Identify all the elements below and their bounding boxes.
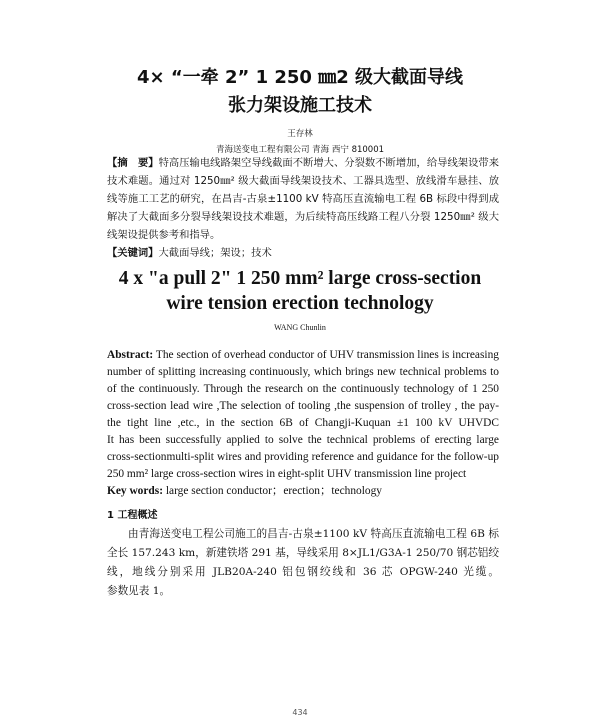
abstract-line: number of splitting increasing continuously, which brings new technical problems to: [107, 366, 499, 378]
body-line: 线，地线分别采用 JLB20A-240 铝包钢绞线和 36 芯 OPGW-240 光缆。: [107, 566, 499, 578]
body-line: 参数见表 1。: [107, 585, 171, 597]
english-title-line-1: 4 x "a pull 2" 1 250 mm² large cross-section: [118, 268, 482, 289]
chinese-title-line-2: 张力架设施工技术: [228, 95, 372, 116]
keywords: large section conductor；erection；technology: [165, 485, 382, 497]
body-line: 全长 157.243 km，新建铁塔 291 基，导线采用 8×JL1/G3A-1 250/70 钢芯铝绞: [107, 547, 499, 559]
english-author: WANG Chunlin: [274, 323, 326, 332]
abstract-line: 特高压输电线路架空导线截面不断增大、分裂数不断增加，给导线架设带来: [158, 157, 499, 169]
page-number: 434: [292, 708, 308, 717]
section-body: [107, 526, 499, 599]
abstract-line: 解决了大截面多分裂导线架设技术难题，为后续特高压线路工程八分裂 1250㎜² 级大: [107, 211, 499, 223]
section-heading: 1 工程概述: [107, 510, 158, 521]
abstract-line: of the continuously. Through the research on the continuously technology of 1 250: [107, 383, 499, 395]
keywords-label: 【关键词】: [107, 247, 159, 259]
keywords: 大截面导线；架设；技术: [158, 247, 272, 259]
abstract-line: 线等施工工艺的研究，在昌吉-古泉±1100 kV 特高压直流输电工程 6B 标段中得到成: [107, 193, 499, 205]
abstract-line: It has been successfully applied to solve the technical problems of erecting large: [107, 434, 499, 446]
abstract-line: cross-section lead wire ,The selection of tooling ,the suspension of trolley , the pay-: [107, 400, 499, 412]
chinese-title-line-1: 4× “一牵 2” 1 250 ㎜2 级大截面导线: [136, 67, 463, 88]
english-title-line-2: wire tension erection technology: [166, 293, 434, 314]
abstract-label: Abstract:: [107, 349, 154, 361]
abstract-line: 250 mm² large cross-section wires in eight-split UHV transmission line project: [107, 468, 467, 480]
chinese-author: 王存林: [287, 129, 313, 139]
abstract-line: the tight line ,etc., in the section 6B of Changji-Kuquan ±1 100 kV UHVDC: [107, 417, 499, 429]
chinese-affiliation: 青海送变电工程有限公司 青海 西宁 810001: [215, 145, 385, 155]
chinese-abstract: [107, 155, 499, 261]
body-line: 由青海送变电工程公司施工的昌吉-古泉±1100 kV 特高压直流输电工程 6B 标: [128, 528, 499, 540]
abstract-line: 技术难题。通过对 1250㎜² 级大截面导线架设技术、工器具选型、放线滑车悬挂、放: [107, 175, 499, 187]
english-abstract: [107, 347, 499, 499]
abstract-line: 线架设提供参考和指导。: [107, 229, 221, 241]
keywords-label: Key words:: [107, 485, 163, 497]
abstract-line: cross-sectionmulti-split wires and providing reference and guidance for the follow-up: [107, 451, 499, 463]
abstract-line: The section of overhead conductor of UHV transmission lines is increasing: [155, 349, 499, 361]
abstract-label: 【摘 要】: [107, 157, 159, 169]
